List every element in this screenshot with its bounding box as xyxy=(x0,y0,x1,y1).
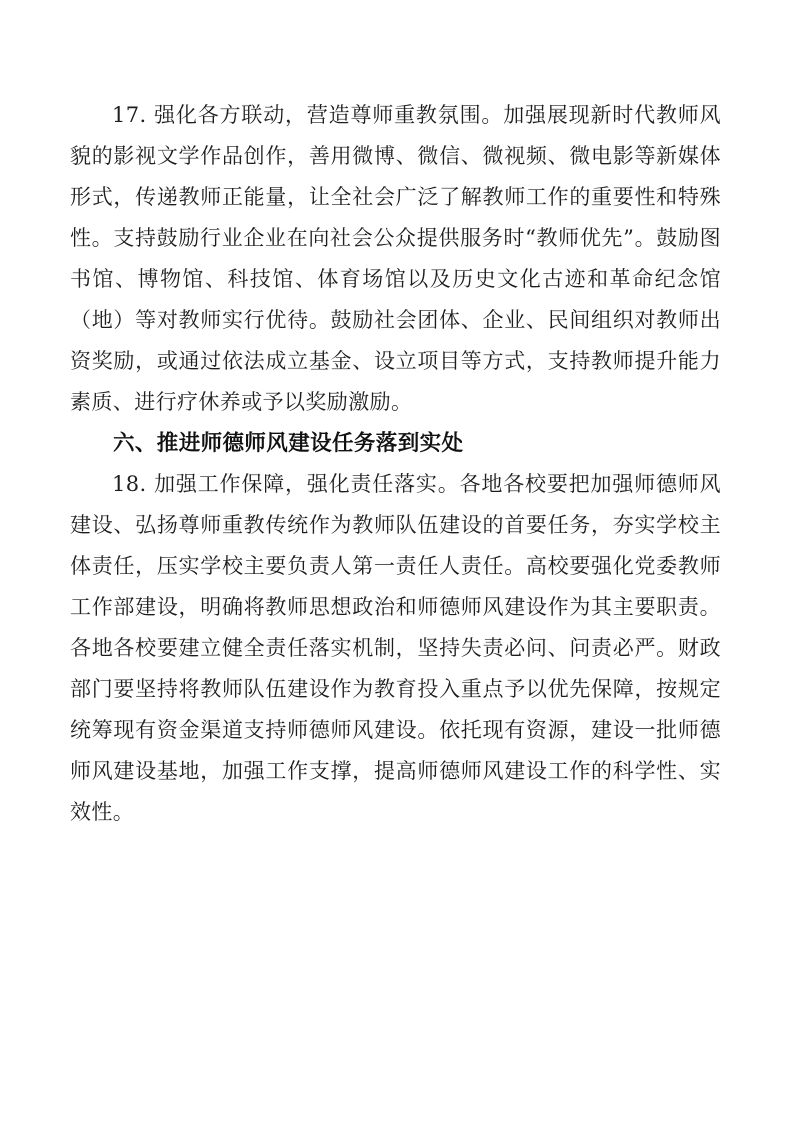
paragraph-18: 18. 加强工作保障，强化责任落实。各地各校要把加强师德师风建设、弘扬尊师重教传统作为教师队伍建设的首要任务，夯实学校主体责任，压实学校主要负责人第一责任人责任。高校要强化党委教师工作部建设，明确将教师思想政治和师德师风建设作为其主要职责。各地各校要建立健全责任落实机制，坚持失责必问、问责必严。财政部门要坚持将教师队伍建设作为教育投入重点予以优先保障，按规定统筹现有资金渠道支持师德师风建设。依托现有资源，建设一批师德师风建设基地，加强工作支撑，提高师德师风建设工作的科学性、实效性。 xyxy=(70,472,721,824)
paragraph-17: 17. 强化各方联动，营造尊师重教氛围。加强展现新时代教师风貌的影视文学作品创作，善用微博、微信、微视频、微电影等新媒体形式，传递教师正能量，让全社会广泛了解教师工作的重要性和特殊性。支持鼓励行业企业在向社会公众提供服务时“教师优先”。鼓励图书馆、博物馆、科技馆、体育场馆以及历史文化古迹和革命纪念馆（地）等对教师实行优待。鼓励社会团体、企业、民间组织对教师出资奖励，或通过依法成立基金、设立项目等方式，支持教师提升能力素质、进行疗休养或予以奖励激励。 xyxy=(70,103,721,414)
section-heading-6: 六、推进师德师风建设任务落到实处 xyxy=(113,431,464,456)
